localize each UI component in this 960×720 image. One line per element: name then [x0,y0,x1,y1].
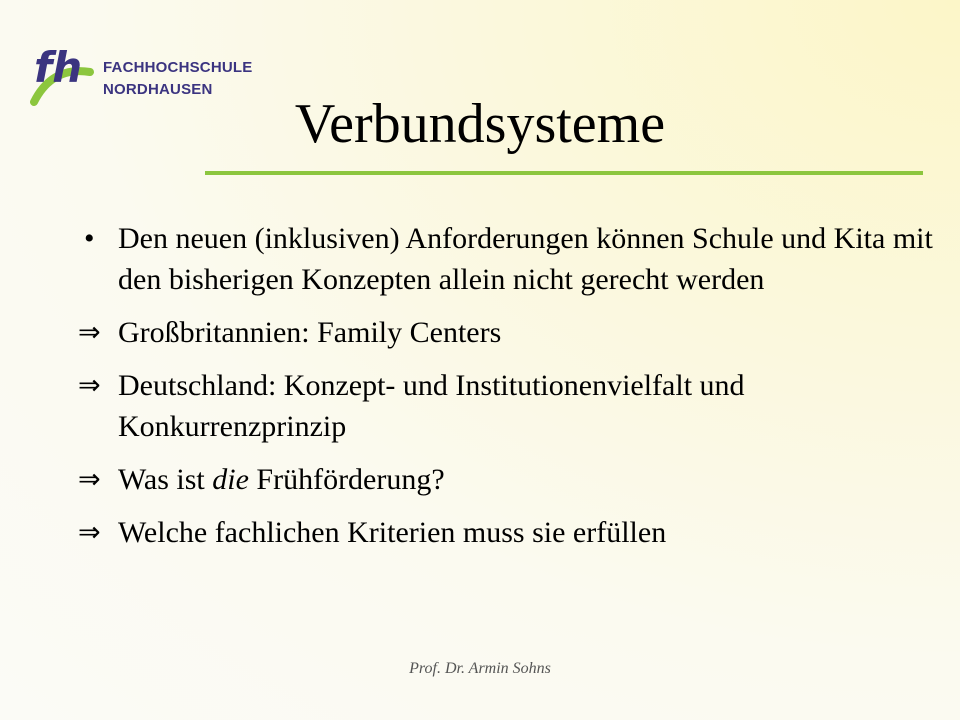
arrow-item [78,512,938,553]
arrow-item-text-before: Was ist [118,463,213,496]
implies-arrow-icon: ⇒ [78,317,101,348]
title-underline [205,171,923,175]
slide-content [78,218,938,565]
logo-line-2: NORDHAUSEN [103,81,213,98]
slide-footer-author: Prof. Dr. Armin Sohns [409,660,551,677]
arrow-item [78,365,938,447]
logo-line-1: FACHHOCHSCHULE [103,59,253,76]
implies-arrow-icon: ⇒ [78,370,101,401]
arrow-item [78,312,938,353]
bullet-item [78,218,938,300]
logo-mark-text: fh [34,43,83,92]
arrow-item-text: Großbritannien: Family Centers [118,316,502,349]
arrow-item-text: Deutschland: Konzept- und Institutionenvielfalt und Konkurrenzprinzip [118,369,745,443]
arrow-item-text-after: Frühförderung? [248,463,445,496]
fh-logo-mark-icon [30,40,102,106]
university-logo [30,40,253,106]
implies-arrow-icon: ⇒ [78,464,101,495]
bullet-marker: • [84,222,95,255]
arrow-item-emphasis: die [212,463,249,496]
arrow-item-text: Welche fachlichen Kriterien muss sie erfüllen [118,516,667,549]
slide-title: Verbundsysteme [294,93,666,155]
implies-arrow-icon: ⇒ [78,517,101,548]
arrow-item [78,459,938,500]
bullet-text: Den neuen (inklusiven) Anforderungen können Schule und Kita mit den bisherigen Konzepten allein nicht gerecht werden [118,222,933,296]
